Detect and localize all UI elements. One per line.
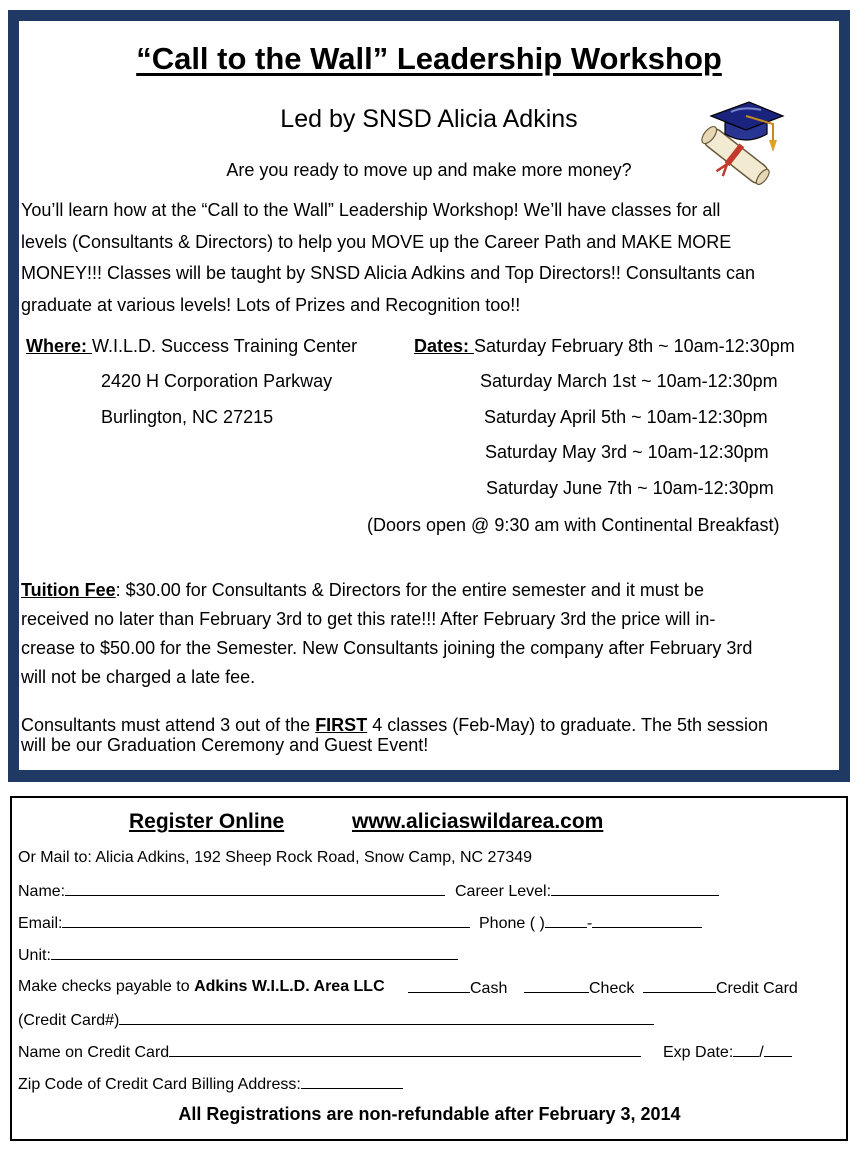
intro-line: graduate at various levels! Lots of Prizes and Recognition too!!	[21, 294, 521, 315]
name-on-card-row	[18, 1042, 641, 1062]
where-label: Where:	[26, 336, 93, 356]
check-label: Check	[589, 980, 635, 997]
cc-number-label: (Credit Card#)	[18, 1012, 120, 1029]
credit-option	[643, 978, 798, 998]
flyer-subtitle: Led by SNSD Alicia Adkins	[280, 105, 578, 133]
name-on-card-label: Name on Credit Card	[18, 1044, 170, 1061]
checks-label: Make checks payable to	[18, 978, 195, 995]
check-blank[interactable]	[524, 978, 589, 993]
doors-note: (Doors open @ 9:30 am with Continental Breakfast)	[367, 515, 780, 535]
zip-label: Zip Code of Credit Card Billing Address:	[18, 1076, 301, 1093]
tuition-line: will not be charged a late fee.	[21, 667, 256, 687]
first-emphasis: FIRST	[315, 715, 368, 735]
name-label: Name:	[18, 883, 66, 900]
date-line	[414, 336, 795, 357]
website-link[interactable]: www.aliciaswildarea.com	[352, 810, 604, 833]
career-row	[455, 881, 719, 901]
flyer-title: “Call to the Wall” Leadership Workshop	[136, 41, 722, 76]
date-line: Saturday May 3rd ~ 10am-12:30pm	[485, 442, 769, 462]
mail-to-address: Or Mail to: Alicia Adkins, 192 Sheep Rock Road, Snow Camp, NC 27349	[18, 849, 533, 866]
unit-label: Unit:	[18, 947, 51, 964]
date-value: Saturday February 8th ~ 10am-12:30pm	[474, 336, 795, 356]
email-field[interactable]	[62, 913, 470, 928]
name-field[interactable]	[65, 881, 445, 896]
date-line: Saturday March 1st ~ 10am-12:30pm	[480, 371, 778, 391]
email-row	[18, 913, 470, 933]
register-online-title: Register Online	[129, 810, 285, 833]
cash-label: Cash	[470, 980, 508, 997]
registration-form	[10, 796, 848, 1141]
attend-line: Consultants must attend 3 out of the FIRST 4 classes (Feb-May) to graduate. The 5th session	[21, 715, 769, 735]
credit-card-label: Credit Card	[716, 980, 798, 997]
phone-dash: -	[586, 915, 593, 932]
exp-date-label: Exp Date:	[663, 1044, 734, 1061]
payee-name: Adkins W.I.L.D. Area LLC	[194, 978, 385, 995]
exp-date-row	[663, 1042, 792, 1062]
tuition-label: Tuition Fee	[21, 580, 116, 600]
unit-field[interactable]	[51, 945, 458, 960]
zip-field[interactable]	[301, 1074, 403, 1089]
date-line: Saturday April 5th ~ 10am-12:30pm	[484, 407, 768, 427]
name-on-card-field[interactable]	[169, 1042, 641, 1057]
credit-card-blank[interactable]	[643, 978, 716, 993]
zip-row	[18, 1074, 403, 1094]
exp-month-field[interactable]	[733, 1042, 759, 1057]
address-line-2: Burlington, NC 27215	[101, 407, 274, 427]
flyer-question: Are you ready to move up and make more money?	[226, 160, 632, 180]
phone-row	[479, 913, 702, 933]
attend-line: will be our Graduation Ceremony and Guest Event!	[21, 735, 429, 755]
cash-blank[interactable]	[408, 978, 470, 993]
phone-label: Phone ( )	[479, 915, 545, 932]
payment-row	[18, 978, 385, 996]
dates-label: Dates:	[414, 336, 475, 356]
date-line: Saturday June 7th ~ 10am-12:30pm	[486, 478, 774, 498]
phone-prefix-field[interactable]	[545, 913, 587, 928]
cc-number-row	[18, 1010, 654, 1030]
workshop-flyer	[8, 10, 850, 782]
venue-name: W.I.L.D. Success Training Center	[92, 336, 358, 356]
cc-number-field[interactable]	[119, 1010, 654, 1025]
check-option	[524, 978, 634, 998]
email-label: Email:	[18, 915, 63, 932]
cash-option	[408, 978, 507, 998]
refund-policy-note: All Registrations are non-refundable after February 3, 2014	[178, 1104, 681, 1124]
location-block	[26, 336, 357, 357]
intro-line: levels (Consultants & Directors) to help you MOVE up the Career Path and MAKE MORE	[21, 231, 732, 252]
tuition-line: Tuition Fee: $30.00 for Consultants & Directors for the entire semester and it must be	[21, 580, 704, 600]
exp-slash: /	[759, 1044, 764, 1061]
intro-line: You’ll learn how at the “Call to the Wall” Leadership Workshop! We’ll have classes for all	[21, 200, 721, 220]
phone-number-field[interactable]	[592, 913, 702, 928]
career-level-field[interactable]	[551, 881, 719, 896]
name-row	[18, 881, 445, 901]
tuition-line: received no later than February 3rd to get this rate!!! After February 3rd the price will in-	[21, 609, 716, 629]
graduation-cap-diploma-icon	[691, 94, 786, 194]
unit-row	[18, 945, 458, 965]
tuition-line: crease to $50.00 for the Semester. New Consultants joining the company after February 3rd	[21, 638, 753, 658]
intro-line: MONEY!!! Classes will be taught by SNSD Alicia Adkins and Top Directors!! Consultants can	[21, 263, 755, 283]
exp-year-field[interactable]	[764, 1042, 792, 1057]
tuition-paragraph	[21, 576, 752, 692]
intro-paragraph	[21, 195, 755, 321]
career-level-label: Career Level:	[455, 883, 552, 900]
attendance-paragraph	[21, 715, 768, 755]
address-line-1: 2420 H Corporation Parkway	[101, 371, 333, 391]
